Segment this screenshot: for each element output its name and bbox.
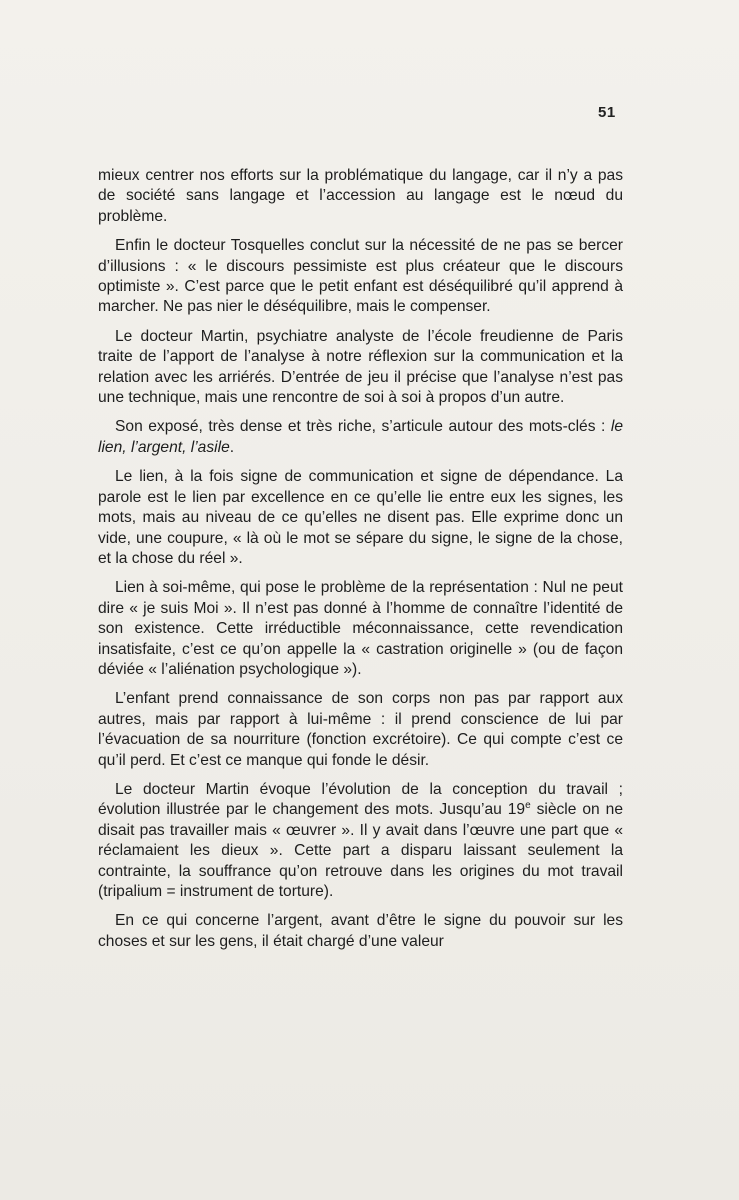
paragraph-8 xyxy=(98,780,623,902)
paragraph-9: En ce qui concerne l’argent, avant d’être le signe du pouvoir sur les choses et sur les gens, il était chargé d’une valeur xyxy=(98,912,623,950)
paragraph-6: Lien à soi-même, qui pose le problème de la représentation : Nul ne peut dire « je suis Moi ». Il n’est pas donné à l’homme de connaître l’identité de son existence. Cette irréductible méconnaissance, cette revendication insatisfaite, c’est ce qu’on appelle la « castration originelle » (ou de façon déviée « l’aliénation psychologique »). xyxy=(98,579,623,678)
paragraph-8-text: Le docteur Martin évoque l’évolution de la conception du travail ; évolution illustrée par le changement des mots. Jusqu’au 19 xyxy=(98,780,623,819)
paragraph-3: Le docteur Martin, psychiatre analyste de l’école freudienne de Paris traite de l’apport de l’analyse à notre réflexion sur la communication et la relation avec les arriérés. D’entrée de jeu il précise que l’analyse n’est pas une technique, mais une rencontre de soi à soi à propos d’un autre. xyxy=(98,327,623,407)
paragraph-4-end: . xyxy=(229,438,235,456)
page-number: 51 xyxy=(598,104,616,121)
paragraph-4-text: Son exposé, très dense et très riche, s’articule autour des mots-clés : xyxy=(115,418,611,436)
paragraph-7: L’enfant prend connaissance de son corps non pas par rapport aux autres, mais par rapport à lui-même : il prend conscience de lui par l’évacuation de sa nourriture (fonction excrétoire). Ce qui compte c’est ce qu’il perd. Et c’est ce manque qui fonde le désir. xyxy=(98,690,623,769)
paragraph-5: Le lien, à la fois signe de communication et signe de dépendance. La parole est le lien par excellence en ce qu’elle lie entre eux les signes, les mots, mais au niveau de ce qu’elles ne disent pas. Elle exprime donc un vide, une coupure, « là où le mot se sépare du signe, le signe de la chose, et la chose du réel ». xyxy=(98,468,623,567)
paragraph-2: Enfin le docteur Tosquelles conclut sur la nécessité de ne pas se bercer d’illusions : « le discours pessimiste est plus créateur que le discours optimiste ». C’est parce que le petit enfant est déséquilibré qu’il apprend à marcher. Ne pas nier le déséquilibre, mais le compenser. xyxy=(98,237,623,316)
keywords-italic: le lien, l’argent, l’asile xyxy=(98,418,623,456)
superscript-e: e xyxy=(525,800,531,812)
paragraph-1: mieux centrer nos efforts sur la problématique du langage, car il n’y a pas de société sans langage et l’accession au langage est le nœud du problème. xyxy=(98,167,623,225)
paragraph-8-rest: siècle on ne disait pas travailler mais « œuvrer ». Il y avait dans l’œuvre une part que « réclamaient les dieux ». Cette part a disparu laissant seulement la contrainte, la souffrance qu’on retrouve dans les origines du mot travail (tripalium = instrument de torture). xyxy=(98,801,623,900)
paragraph-4 xyxy=(98,417,623,458)
body-text xyxy=(98,166,623,961)
